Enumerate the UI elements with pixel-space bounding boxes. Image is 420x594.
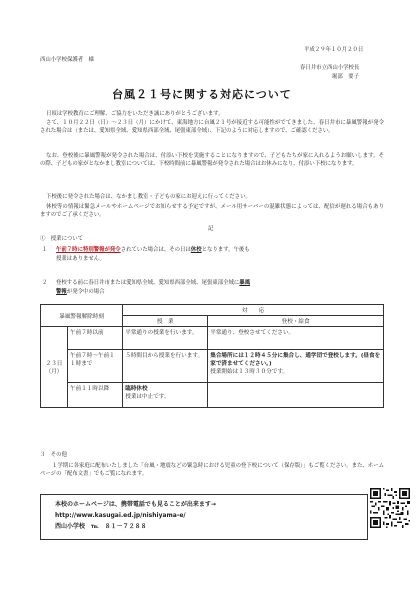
- col-header-attendance: 登校・給食: [208, 316, 384, 327]
- item-2-text: [56, 280, 250, 287]
- qr-code-icon[interactable]: [370, 488, 410, 528]
- item-1-number: １: [42, 247, 48, 253]
- col-header-classes: 授 業: [123, 316, 208, 327]
- other-heading: ３ その他: [40, 452, 67, 458]
- paragraph-after-dismissal: 下校後に発令された場合は、なかまし教室・子どもの家にお迎えに行ってください。: [46, 194, 251, 200]
- paragraph-notification: 休校等の情報は緊急メールやホームページでお知らせする予定ですが、メール用サーバーの混雑状態によっては、配信が遅れる場合もありますのでご了承ください。: [40, 204, 384, 218]
- ki-mark: 記: [208, 226, 214, 232]
- classes-cell: [123, 383, 208, 408]
- time-cell: 午前７時～午前１１時まで: [68, 350, 123, 383]
- homepage-box: [40, 494, 368, 540]
- day-label: ２３日: [45, 361, 63, 367]
- attendance-cell: 平常通り、登校させてください。: [208, 327, 384, 350]
- paragraph-greeting: 日頃は学校教育にご理解、ご協力をいただき誠にありがとうございます。: [46, 111, 224, 117]
- attendance-cell: [208, 383, 384, 408]
- attendance-text: 集合場所には１２時４５分に集合し、通学団で登校します。(昼食を家で済ませてください。): [210, 353, 381, 367]
- item-2-number: ２: [42, 280, 48, 286]
- recipient: 西山小学校保護者 様: [40, 57, 94, 63]
- paragraph-after-arrival: なお、登校後に暴風警報が発令された場合は、付添い下校を実施することになりますので、子どもたちが家に入れるようお願いします。その際、子どもの家がとなかまし教室については、下校時間前に暴風警報が発令された場合はお休みになり、付添い下校になります。: [40, 153, 384, 167]
- classes-cell: 平常通りの授業を行います。: [123, 327, 208, 350]
- closure-detail: 授業は中止です。: [125, 394, 170, 400]
- attendance-cell: [208, 350, 384, 383]
- paragraph-typhoon: さて、１０月２２日（日）～２３日（月）にかけて、東海地方に台風２１号が接近する可能性がでてきました。春日井市に暴風警報が発令された場合は（または、愛知県全域、愛知県西部全域、尾張東部全域）、下記のように対応しますので、ご確認ください。: [40, 120, 384, 134]
- storm-word: 暴風: [239, 280, 251, 286]
- section-classes-heading: ① 授業について: [40, 236, 84, 242]
- table-row: [41, 327, 384, 350]
- time-cell: 午前１１時以降: [68, 383, 123, 408]
- response-table: [40, 304, 384, 408]
- classes-cell: ５時間目から授業を行います。: [123, 350, 208, 383]
- special-warning-phrase: 午前７時に特別警報が発令: [56, 247, 121, 253]
- col-header-response: 対 応: [123, 305, 384, 316]
- day-cell: [41, 327, 68, 408]
- table-row: [41, 383, 384, 408]
- item-1-end: となります。午後も: [201, 247, 250, 253]
- other-text: １学期に各家庭に配布いたしました「台風・地震などの緊急時における児童の登下校について（保存版）」もご覧ください。また、ホームページの「配布文書」でもご覧になれます。: [40, 463, 384, 477]
- day-sub-label: （月）: [45, 369, 63, 375]
- sender-org: 春日井市立西山小学校長: [300, 65, 360, 71]
- item-2-line2: [56, 289, 105, 296]
- sender-name: 堀部 要子: [332, 74, 359, 80]
- item-2-pre: 登校する前に春日井市または愛知県全域、愛知県西部全域、尾張東部全域に: [56, 280, 240, 286]
- item-1-text: [56, 247, 250, 254]
- page-title: 台風２１号に関する対応について: [112, 88, 292, 101]
- table-row: [41, 350, 384, 383]
- col-header-release-time: 暴風警報解除時刻: [41, 305, 123, 327]
- closure-word: 休校: [190, 247, 202, 253]
- time-cell: 午前７時以前: [68, 327, 123, 350]
- warning-word: 警報: [56, 289, 67, 295]
- school-phone: 西山小学校 ℡ ８１－７２８８: [55, 523, 147, 530]
- attendance-extra: 授業開始は１３時３０分です。: [210, 369, 289, 375]
- homepage-url[interactable]: http://www.kasugai.ed.jp/nishiyama-e/: [55, 512, 186, 519]
- closure-label: 臨時休校: [125, 386, 148, 392]
- item-1-mid: されていた場合は、その日は: [120, 247, 191, 253]
- item-2-rest: が発令中の場合: [66, 289, 105, 295]
- item-1-line2: 授業はありません。: [56, 256, 105, 262]
- document-date: 平成２９年１０月２０日: [304, 47, 364, 53]
- homepage-note: 本校のホームページは、携帯電話でも見ることが出来ます→: [55, 501, 216, 508]
